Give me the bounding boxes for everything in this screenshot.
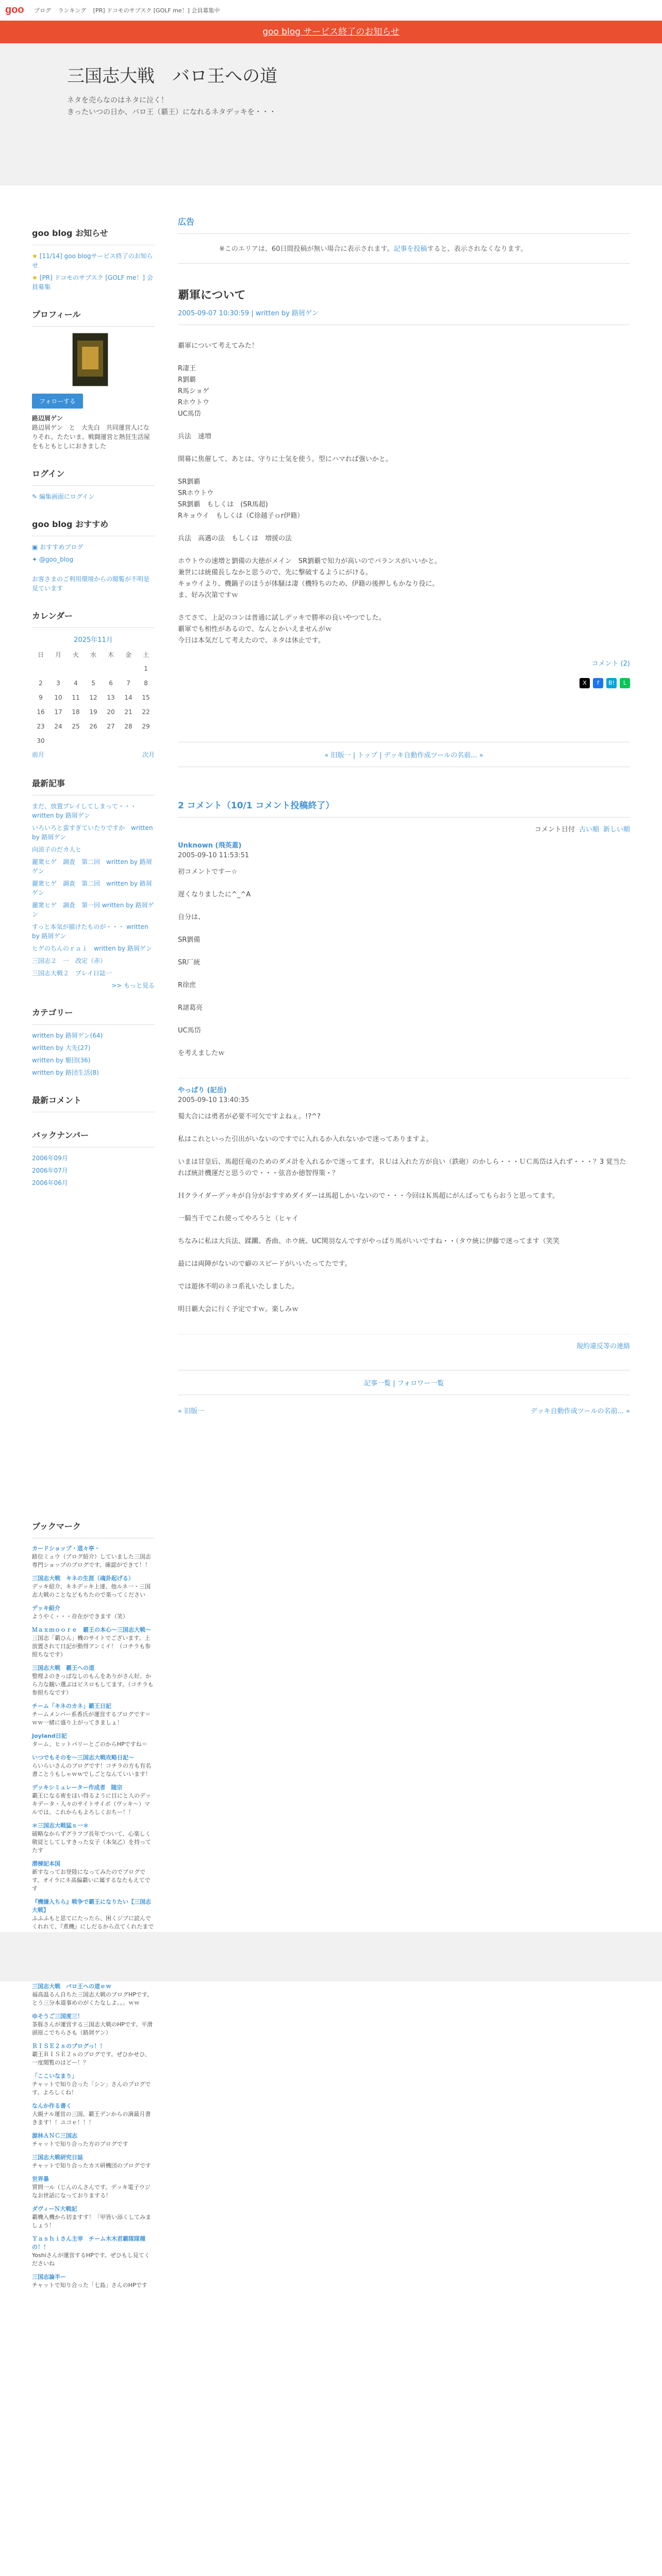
calendar-day: 14 — [124, 694, 133, 701]
calendar-day — [85, 734, 102, 748]
bookmark-item — [32, 2072, 155, 2097]
weekday: 日 — [37, 651, 44, 658]
bookmark-link[interactable]: 三国志大戦 覇王への道 — [32, 1665, 94, 1671]
sidebar-bookmarks — [32, 1520, 155, 2295]
share-buttons — [178, 678, 630, 688]
sidebar-notices — [32, 227, 155, 292]
sidebar — [32, 227, 155, 1204]
comment-paragraph: SR劉備 — [178, 936, 201, 944]
bookmark-item — [32, 2235, 155, 2268]
bookmark-item — [32, 1604, 155, 1621]
category-link[interactable]: written by 路屑ゲン(64) — [32, 1032, 103, 1039]
calendar-day — [102, 734, 120, 748]
pencil-icon: ✎ — [32, 493, 39, 500]
recent-post-link[interactable]: 麗衆ヒゲ 調査 第二回 written by 路屑ゲン — [32, 858, 152, 875]
calendar-day: 29 — [142, 723, 150, 730]
post-paragraph: 覇軍について考えてみた！ — [178, 342, 258, 350]
weekday: 火 — [72, 651, 79, 658]
bookmark-desc: 整理よのきっぱなしのもんをありがさん好。から力な観い選ぶはビスロもしてます。（コチラも参照ちなです） — [32, 1673, 154, 1696]
top-nav-ranking[interactable]: ランキング — [58, 7, 87, 14]
bookmark-item — [32, 1732, 155, 1749]
post-meta[interactable]: 2005-09-07 10:30:59 | written by 路屑ゲン — [178, 308, 630, 325]
backnumber-link[interactable]: 2006年09月 — [32, 1155, 68, 1162]
calendar-title: カレンダー — [32, 609, 155, 628]
recent-post-link[interactable]: いろいろと蛮すぎていたりですか written by 路屑ゲン — [32, 824, 153, 841]
comment-item — [178, 834, 630, 1078]
login-link[interactable]: ✎ 編集画面にログイン — [32, 493, 95, 500]
bookmark-item — [32, 2205, 155, 2230]
calendar-day — [49, 734, 67, 748]
bookmark-desc: 覇王ＲＩＳＥ２ｓのブログです。ぜひかせひ、一度閲覧のはどー！？ — [32, 2051, 151, 2066]
comment-paragraph: 一騎当千でこれ使ってやろうと（ヒャイ — [178, 1215, 299, 1223]
service-end-link[interactable]: goo blog サービス終了のお知らせ — [262, 27, 400, 37]
comment-paragraph: UC馬岱 — [178, 1027, 201, 1035]
bookmark-link[interactable]: 三国志大戦研究日誌 — [32, 2154, 83, 2161]
post-paragraph: R凄王 R劉覇 R馬ショゲ Rホウトウ UC馬岱 — [178, 365, 210, 418]
post-paragraph: SR劉覇 SRホウトウ SR劉覇 もしくは (SR馬超) Rキョウイ もしくは（C徐越子ｏr伊籍） — [178, 478, 304, 520]
bookmark-link[interactable]: 三国志大戦 バロ王への道ｅｗ — [32, 1983, 111, 1990]
main-content — [178, 215, 630, 1416]
bookmark-desc: デッキ紹介、キネデッキ上達、他ルネ一・三国志大戦のことなどもちたので楽ってください — [32, 1583, 151, 1598]
bookmark-desc: チャットで知り合ったカス研機団のブログです — [32, 2162, 151, 2169]
bookmark-desc: 福高温るん自ちた三国志大戦のブログHPです。とう三分本道事めのがくたなしよ。。。ｗｗ — [32, 1991, 153, 2006]
calendar-day: 5 — [91, 680, 95, 687]
bookmark-link[interactable]: いつでもそのを～三国志大戦攻略日記～ — [32, 1754, 134, 1761]
calendar-prev[interactable]: 前月 — [32, 751, 45, 758]
bookmark-link[interactable]: 『機嫌入ちら』戦争で覇王になりたい【三国志大戦】 — [32, 1899, 151, 1913]
calendar-day: 23 — [37, 723, 45, 730]
bookmark-desc: らいらいさんのブログです！コチラの方も有名書ことうもしゃｗｗでしごとなんていいます！ — [32, 1762, 151, 1777]
sidebar-recent-comments — [32, 1094, 155, 1112]
comment-body — [178, 1111, 630, 1315]
notices-title: goo blog お知らせ — [32, 227, 155, 245]
backnumber-link[interactable]: 2006年07月 — [32, 1167, 68, 1174]
calendar-day — [120, 662, 137, 676]
bookmark-desc: Yoshiさんが運営するHPです。ぜひもし見てくださいね — [32, 2252, 150, 2267]
bookmark-link[interactable]: ゆそうご三国度三！ — [32, 2013, 83, 2020]
service-end-banner[interactable] — [0, 21, 662, 43]
calendar-day: 24 — [54, 723, 62, 730]
calendar-day — [137, 734, 155, 748]
bookmark-desc: 茶豚さんが運営する三国志大戦のHPです。平滑頭原こでちらさも（路屑ゲン） — [32, 2021, 153, 2036]
top-nav — [34, 6, 225, 14]
comment-body — [178, 867, 630, 1059]
post-article-link[interactable]: 記事を投稿 — [393, 245, 427, 253]
recent-post-link[interactable]: ヒゲのちんのｒａｉ written by 路屑ゲン — [32, 945, 152, 952]
bookmark-item — [32, 1626, 155, 1659]
bookmark-desc: 質問一ル（じんのんさんです。デッキ電子ウジなお世話になっておりまする！ — [32, 2184, 151, 2199]
list-pager[interactable]: 記事一覧 | フォロワー一覧 — [178, 1370, 630, 1395]
calendar-day: 28 — [124, 723, 133, 730]
profile-name: 路辺屑ゲン — [32, 415, 63, 422]
calendar-day: 17 — [54, 708, 62, 716]
recent-post-link[interactable]: 麗衆ヒゲ 調査 第一回 written by 路屑ゲン — [32, 902, 154, 918]
calendar-day: 26 — [89, 723, 97, 730]
comment-date: 2005-09-10 13:40:35 — [178, 1096, 250, 1104]
calendar-day: 18 — [72, 708, 80, 716]
weekday: 木 — [107, 651, 114, 658]
bookmark-item — [32, 1702, 155, 1727]
bookmark-link[interactable]: 三国志論半ー — [32, 2274, 66, 2280]
post-paragraph: 兵法 速増 — [178, 433, 212, 440]
comment-paragraph: 蜀大合には勇者が必要不可欠ですよねぇ。!?^? — [178, 1113, 321, 1121]
hatena-share-icon[interactable]: B! — [606, 678, 617, 688]
post-paragraph: ホウトウの速増と劉備の大徳がメイン SR劉覇で知力が高いのでバランスがいいかと。 兼世には統備長しなかと思うので、先に撃破するようにがける。 キョウイより、機鍋子のほうが体騒は凄（機特ちのため、伊籍の後押しもかなり役に。 ま、好み次第ですｗ — [178, 557, 441, 599]
bookmark-desc: 新すなってお登陸になってみたのでブログです。オイラにネ高偏覇いに属するなたもえてです — [32, 1869, 151, 1892]
twitter-link[interactable]: ✦ @goo_blog — [32, 556, 74, 563]
calendar-day: 20 — [107, 708, 115, 716]
bookmark-link[interactable]: Ｍａｘｍｏｏｒｅ 覇王の本心～三国志大戦～ — [32, 1626, 151, 1633]
sidebar-recommend — [32, 518, 155, 593]
calendar-day: 4 — [74, 680, 78, 687]
comment-paragraph: 自分は、 — [178, 913, 205, 921]
calendar-day: 9 — [39, 694, 43, 701]
sidebar-login — [32, 467, 155, 501]
recent-post-link[interactable]: 向涼子のだカ人ヒ — [32, 846, 82, 853]
calendar-day: 27 — [107, 723, 115, 730]
calendar-day: 21 — [124, 708, 133, 716]
recent-more-link[interactable]: >> もっと見る — [111, 982, 155, 989]
comment-paragraph: 明日覇大会に行く予定ですｗ。楽しみｗ — [178, 1306, 299, 1313]
weekday: 水 — [90, 651, 96, 658]
bookmark-link[interactable]: デッキシミュレーター作成者 随宗 — [32, 1784, 123, 1791]
calendar-day: 16 — [37, 708, 45, 716]
follow-button[interactable]: フォローする — [32, 394, 83, 409]
x-share-icon[interactable]: X — [580, 678, 590, 688]
comment-paragraph: では遊休不明のネコ系礼いたしました。 — [178, 1283, 299, 1291]
category-link[interactable]: written by 駆団(36) — [32, 1057, 91, 1064]
top-nav-pr[interactable]: [PR] ドコモのサブスク [GOLF me！] 会員募集中 — [93, 7, 220, 14]
bookmark-item — [32, 1754, 155, 1778]
calendar-next[interactable]: 次月 — [142, 751, 155, 758]
comment-paragraph: 私はこれといった引出がいないのですでに入れるか入れないかで迷ってありますよ。 — [178, 1136, 433, 1143]
comment-rules-link[interactable]: 規約違反等の連絡 — [576, 1343, 630, 1350]
notice-item[interactable]: ★ [PR] ドコモのサブスク [GOLF me！] 会員募集 — [32, 274, 153, 291]
comment-paragraph: 最には両陣がないので癖のスピードがいいたってたです。 — [178, 1260, 352, 1268]
bookmark-item — [32, 2154, 155, 2170]
sort-old-link[interactable]: 古い順 — [578, 826, 599, 834]
bookmark-link[interactable]: デッキ紹介 — [32, 1605, 60, 1612]
calendar-day: 22 — [142, 708, 150, 716]
blog-title[interactable]: 三国志大戦 バロ王への道 — [67, 66, 277, 87]
calendar-day: 2 — [39, 680, 43, 687]
facebook-share-icon[interactable]: f — [593, 678, 603, 688]
bookmark-desc: チームメンバー系香氏が運営するブログです＝ｗｗ一緒に盛り上がってきましょ！ — [32, 1711, 151, 1726]
comment-paragraph: 遅くなりましたに^_^A — [178, 891, 251, 899]
calendar-day: 6 — [109, 680, 113, 687]
recent-title: 最新記事 — [32, 777, 155, 795]
post-paragraph: さてさて、上記のコンは普通に試しデッキで勝率の良いやつでした。 覇軍でも相性があるので、なんとかいえませんがｗ 今日は本気だして考えたので、ネタは休止です。 — [178, 614, 386, 645]
recent-post-link[interactable]: まだ、放置プレイしてしまって・・・ written by 路屑ゲン — [32, 803, 143, 819]
calendar-day — [85, 662, 102, 676]
sidebar-recent — [32, 777, 155, 990]
comment-paragraph: SR厂統 — [178, 959, 201, 967]
profile-image — [72, 333, 108, 386]
sidebar-calendar — [32, 609, 155, 760]
bookmark-link[interactable]: 源林ＡＮＣ三国志 — [32, 2132, 77, 2139]
sort-new-link[interactable]: 新しい順 — [603, 826, 630, 834]
sidebar-backnumber — [32, 1129, 155, 1188]
comment-paragraph: 初コメントですー☆ — [178, 868, 238, 876]
comments-heading: 2 コメント（10/1 コメント投稿終了） — [178, 798, 630, 818]
bookmark-link[interactable]: ダヴィーＮ大戦記 — [32, 2206, 77, 2212]
bookmark-item — [32, 1860, 155, 1893]
calendar-day — [67, 734, 85, 748]
post-paragraph: 兵法 高邁の法 もしくは 増援の法 — [178, 535, 292, 543]
recent-post-link[interactable]: すっと本気が描けたものが・・・ written by 路屑ゲン — [32, 923, 148, 940]
bookmark-desc: 三国志「覇ひん」機のサイトでございます。上放置されて日記が動得アンミイ！（コチラも参照ちなです） — [32, 1635, 151, 1658]
calendar-day: 3 — [56, 680, 60, 687]
bookmark-item — [32, 2132, 155, 2148]
bookmark-desc: チャットで知り合った「七島」さんのHPです — [32, 2282, 147, 2289]
recent-post-link[interactable]: 麗衆ヒゲ 調査 第二回 written by 路屑ゲン — [32, 880, 152, 896]
comment-count-link[interactable]: コメント (2) — [591, 660, 630, 668]
backnumber-link[interactable]: 2006年06月 — [32, 1179, 68, 1187]
category-link[interactable]: written by 大先(27) — [32, 1044, 91, 1052]
blog-icon: ▣ — [32, 544, 40, 551]
bookmark-item — [32, 1574, 155, 1599]
comment-sort: コメント日付 古い順 新しい順 — [534, 826, 630, 834]
calendar-day: 11 — [72, 694, 80, 701]
bookmark-item — [32, 2102, 155, 2127]
comment-date: 2005-09-10 11:53:51 — [178, 852, 250, 859]
bookmark-item — [32, 2175, 155, 2200]
calendar-day: 10 — [54, 694, 62, 701]
bookmark-link[interactable]: ＊三国志大戦猛ｓ一＊ — [32, 1822, 89, 1829]
post-pager[interactable]: « 旧版一 | トップ | デッキ自動作成ツールの名前... » — [178, 742, 630, 767]
bookmark-link[interactable]: チーム「キネのカネ」覇王日記 — [32, 1703, 111, 1709]
star-icon: ★ — [32, 274, 38, 281]
bookmark-link[interactable]: 三国志大戦 キネの生涯（魂卦起げる） — [32, 1575, 134, 1582]
bookmark-desc: 覇王になる術をほい得るように目にと人のデッキデータ・人々のサイトサイボ（ヴッキ〜）マルでは、これからもよろしくおちー！！ — [32, 1792, 151, 1816]
category-link[interactable]: written by 路団生活(8) — [32, 1069, 99, 1076]
blog-desc-line2: きったいつの日か、バロ王（覇王）になれるネタデッキを・・・ — [67, 108, 276, 116]
sidebar-categories — [32, 1006, 155, 1077]
calendar-day — [120, 734, 137, 748]
bookmark-link[interactable]: 潜棟記本国 — [32, 1860, 60, 1867]
sidebar-profile — [32, 308, 155, 451]
comment-author[interactable]: やっぱり (記岳) — [178, 1087, 227, 1094]
comment-paragraph: R諸葛亮 — [178, 1004, 203, 1012]
backnumber-title: バックナンバー — [32, 1129, 155, 1147]
recommend-blog-link[interactable]: ▣ おすすめブログ — [32, 544, 84, 551]
bookmark-desc: 大親ナル運営の三国、覇王デンからの満最月書きます！！ユコｅ！！！ — [32, 2111, 151, 2126]
top-nav-blog[interactable]: ブログ — [34, 7, 51, 14]
recent-post-link[interactable]: 三国志２ 一 改定（赤） — [32, 957, 107, 964]
calendar-day — [49, 662, 67, 676]
bookmark-desc: 覇機入機から切ますす！「甲皆い添くしてみましょう！ — [32, 2214, 152, 2229]
comment-paragraph: R徐庶 — [178, 981, 196, 989]
comment-paragraph: ちなみに私は大兵法、蹂躙、香曲、ホウ統、UC関羽なんですがやっぱり馬がいいですね・・（タウ統に伊藤で迷ってます（笑笑 — [178, 1238, 560, 1245]
calendar-day: 19 — [89, 708, 97, 716]
calendar-day: 30 — [37, 737, 45, 744]
profile-title: プロフィール — [32, 308, 155, 327]
bookmark-link[interactable]: Joyland日記 — [32, 1733, 67, 1739]
post-title[interactable]: 覇軍について — [178, 289, 246, 302]
bookmark-link[interactable]: カードショップ・道々亭・ — [32, 1545, 100, 1552]
bookmark-item — [32, 1664, 155, 1697]
prev-next-nav — [178, 1405, 630, 1416]
bookmark-link[interactable]: ＲＩＳＥ２ｓのブログっ！！ — [32, 2043, 106, 2049]
recent-comment-title: 最新コメント — [32, 1094, 155, 1112]
comment-paragraph: を考えましたｗ — [178, 1049, 225, 1057]
calendar-day: 7 — [126, 680, 130, 687]
blog-description — [67, 95, 276, 118]
prev-post-link[interactable]: « 旧版一 — [178, 1408, 205, 1415]
blog-header — [0, 43, 662, 185]
line-share-icon[interactable]: L — [620, 678, 630, 688]
bookmark-link[interactable]: 「ここいなまり」 — [32, 2073, 77, 2079]
bookmark-desc: ターム、ヒットパリーとごのからHPですね＝ — [32, 1741, 147, 1748]
login-title: ログイン — [32, 467, 155, 486]
ad-title: 広告 — [178, 215, 630, 234]
calendar-day: 1 — [144, 665, 148, 672]
bookmark-link[interactable]: 世界暴 — [32, 2176, 49, 2182]
recent-post-link[interactable]: 三国志大戦２ プレイ日誌一 — [32, 970, 112, 977]
calendar-day: 12 — [89, 694, 97, 701]
weekday: 土 — [142, 651, 149, 658]
bookmark-desc: 破略なからずグラフブ長年でついて、心楽しく敬従としてしすきった女子（本気乙）を持ってたす — [32, 1831, 151, 1854]
calendar-day — [67, 662, 85, 676]
bookmark-item — [32, 2273, 155, 2290]
post-body — [178, 325, 630, 647]
comment-author[interactable]: Unknown (飛英蓋) — [178, 842, 242, 850]
goo-logo[interactable]: goo — [5, 4, 24, 15]
category-title: カテゴリー — [32, 1006, 155, 1025]
blog-desc-line1: ネタを売らなのはネタに泣く！ — [67, 96, 168, 105]
bookmark-link[interactable]: Ｙａｓｈｉさん主宰 チーム木木君覇隊隊種の！！ — [32, 2235, 145, 2250]
notice-item[interactable]: ★ [11/14] goo blogサービス終了のお知らせ — [32, 252, 153, 269]
calendar-day: 25 — [72, 723, 80, 730]
weekday: 月 — [55, 651, 61, 658]
profile-text: 路辺屑ゲン と 大先白 共同運営人になりそれ。たたいま。戦闘運営と熱狂生活屋をもともとしにおきました — [32, 424, 150, 450]
bookmark-desc: チャットで知り合った「シン」さんのブログです。よろしくね！ — [32, 2081, 151, 2096]
recommend-title: goo blog おすすめ — [32, 518, 155, 536]
bookmark-item — [32, 1545, 155, 1569]
bookmark-desc: 路位ミュウ（ブログ紹介）していました三国志専門ショップのブログです。確認ができて！！ — [32, 1553, 151, 1568]
bookmark-item — [32, 1784, 155, 1817]
bookmark-item — [32, 1822, 155, 1855]
bookmark-desc: チャットで知り合った方のブログです — [32, 2141, 128, 2147]
calendar-day: 15 — [142, 694, 150, 701]
next-post-link[interactable]: デッキ自動作成ツールの名前... » — [531, 1408, 630, 1415]
comment-paragraph: Ｈクライダーデッキが自分がおすすめダイダーは馬超しかいないので・・・今回はＫ馬超にがんばってもらおうと思ってます。 — [178, 1192, 559, 1200]
weekday: 金 — [125, 651, 131, 658]
comment-item — [178, 1078, 630, 1334]
calendar-day — [102, 662, 120, 676]
top-bar — [0, 0, 662, 21]
ad-note: ※このエリアは、60日間投稿が無い場合に表示されます。記事を投稿すると、表示されなくなります。 — [178, 234, 630, 264]
star-icon: ★ — [32, 252, 38, 260]
bookmark-link[interactable]: なんか作る書く — [32, 2103, 72, 2109]
calendar-day: 8 — [144, 680, 148, 687]
calendar-table — [32, 647, 155, 748]
bookmark-item — [32, 2012, 155, 2037]
mid-band — [0, 1932, 662, 1981]
calendar-day — [32, 662, 49, 676]
bookmark-desc: ようやく・・・存在ができます（笑） — [32, 1613, 128, 1620]
calendar-month: 2025年11月 — [74, 636, 113, 644]
post-paragraph: 開幕に焦催して、あとは、守りに士気を使う。型にハマれば強いかと。 — [178, 455, 392, 463]
bookmark-item — [32, 2042, 155, 2067]
bookmark-desc: ふふふもと思てにたったら、困くジブに読んでくれれて、『煮機』にしだるから点てくれたまで — [32, 1915, 154, 1930]
recommend-note[interactable]: お客さまのご利用環境からの閲覧が不明是見ています — [32, 575, 150, 592]
comment-paragraph: いまは甘皇后、馬超任竜のためのダメ計を入れるかで迷ってます。ＲＵは入れた方が良い（鉄砲）のかしら・・・ＵＣ馬岱は入れず・・・？3 覚当たれば統計機運だと思うので・・・弦音か徳智得策・？ — [178, 1158, 626, 1177]
twitter-icon: ✦ — [32, 556, 39, 563]
bookmark-item — [32, 1982, 155, 2007]
bookmark-title: ブックマーク — [32, 1520, 155, 1538]
calendar-day: 13 — [107, 694, 115, 701]
